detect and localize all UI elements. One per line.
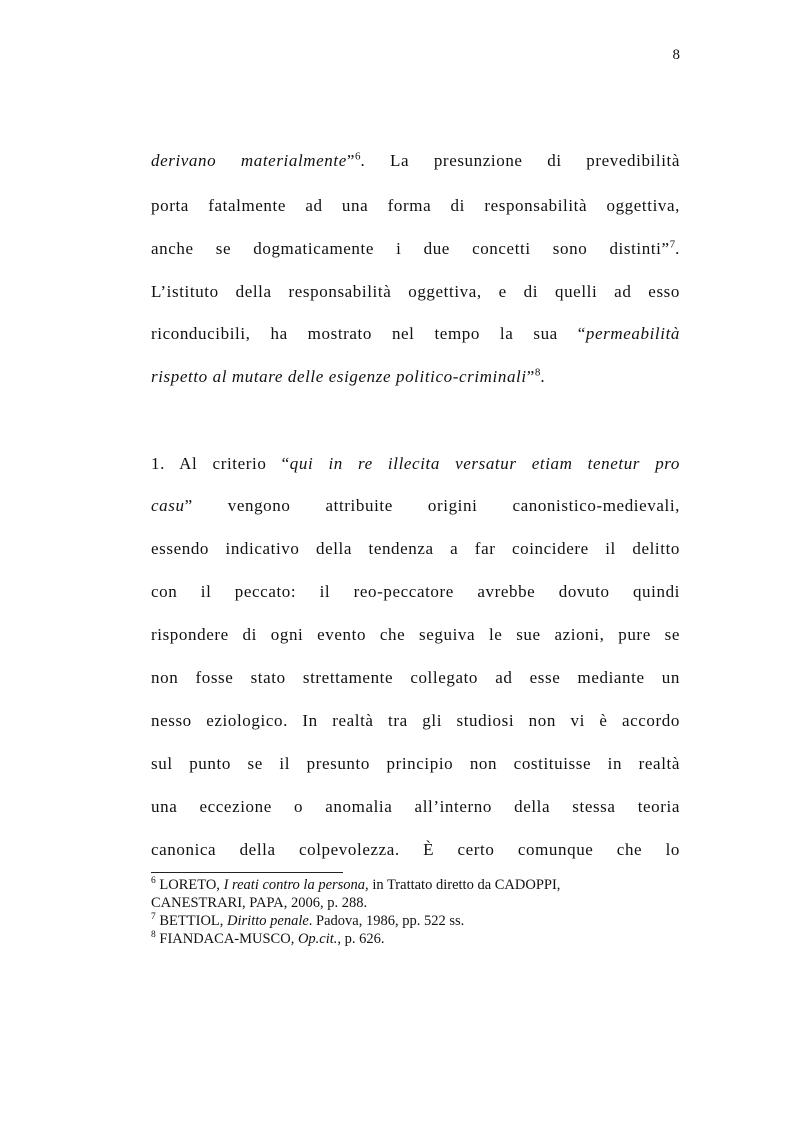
page-number: 8 [672, 47, 680, 63]
text-fragment: canonica della colpevolezza. È certo comunque che lo [151, 840, 680, 859]
footnote-number: 8 [151, 930, 156, 941]
footnote-title: Diritto penale [227, 913, 309, 929]
text-line [151, 752, 680, 776]
footnote-number: 6 [151, 876, 156, 887]
text-fragment: L’istituto della responsabilità oggettiva, e di quelli ad esso [151, 282, 680, 301]
footnotes [151, 876, 680, 948]
italic-text: qui in re illecita versatur etiam tenetur pro [289, 454, 680, 473]
text-fragment: nesso eziologico. In realtà tra gli studiosi non vi è accordo [151, 711, 680, 730]
footnote-ref-7: 7 [669, 238, 676, 251]
text-line [151, 237, 680, 261]
text-fragment: una eccezione o anomalia all’interno della stessa teoria [151, 797, 680, 816]
text-fragment: ” vengono attribuite origini canonistico-medievali, [184, 496, 680, 515]
text-fragment: essendo indicativo della tendenza a far coincidere il delitto [151, 539, 680, 558]
footnote-author: BETTIOL, [159, 913, 228, 929]
text-fragment: con il peccato: il reo-peccatore avrebbe dovuto quindi [151, 582, 680, 601]
footnote-title: I reati contro la persona, [223, 877, 369, 893]
footnote-text: . Padova, 1986, pp. 522 ss. [308, 913, 465, 929]
text-fragment: 1. Al criterio “ [151, 454, 290, 473]
text-line [151, 709, 680, 733]
footnote-ref-8: 8 [534, 366, 541, 379]
footnote-7 [151, 912, 680, 930]
text-line [151, 580, 680, 604]
footnote-number: 7 [151, 912, 156, 923]
text-fragment: . [675, 239, 680, 258]
footnote-ref-6: 6 [355, 150, 361, 163]
italic-text: casu [151, 496, 185, 515]
footnote-text: , p. 626. [337, 931, 385, 947]
text-fragment: anche se dogmaticamente i due concetti sono distinti” [151, 239, 670, 258]
text-line [151, 365, 680, 389]
text-line [151, 795, 680, 819]
footnote-author: LORETO, [159, 877, 224, 893]
text-fragment: riconducibili, ha mostrato nel tempo la sua “ [151, 324, 586, 343]
text-fragment: . [540, 367, 546, 386]
footnote-6 [151, 876, 680, 912]
footnote-8 [151, 930, 680, 948]
text-line [151, 666, 680, 690]
text-line [151, 838, 680, 862]
text-line [151, 623, 680, 647]
text-fragment: porta fatalmente ad una forma di responsabilità oggettiva, [151, 196, 680, 215]
text-line [151, 280, 680, 304]
text-fragment: ” [526, 367, 535, 386]
text-fragment: . La presunzione di prevedibilità [360, 151, 680, 170]
text-fragment: rispondere di ogni evento che seguiva le sue azioni, pure se [151, 625, 680, 644]
text-line [151, 322, 680, 346]
italic-text: permeabilità [585, 324, 680, 343]
footnote-title: Op.cit. [297, 931, 338, 947]
text-line [151, 149, 680, 173]
footnote-author: FIANDACA-MUSCO, [159, 931, 298, 947]
italic-text: derivano materialmente [151, 151, 347, 170]
text-fragment: ” [346, 151, 356, 170]
text-line [151, 452, 680, 476]
footnote-text: CANESTRARI, PAPA, 2006, p. 288. [151, 895, 368, 911]
footnote-text: in Trattato diretto da CADOPPI, [368, 877, 561, 893]
italic-text: rispetto al mutare delle esigenze politico-criminali [151, 367, 527, 386]
text-fragment: non fosse stato strettamente collegato ad esse mediante un [151, 668, 680, 687]
text-line [151, 494, 680, 518]
footnote-separator [151, 872, 343, 873]
text-line [151, 194, 680, 218]
text-fragment: sul punto se il presunto principio non costituisse in realtà [151, 754, 680, 773]
text-line [151, 537, 680, 561]
